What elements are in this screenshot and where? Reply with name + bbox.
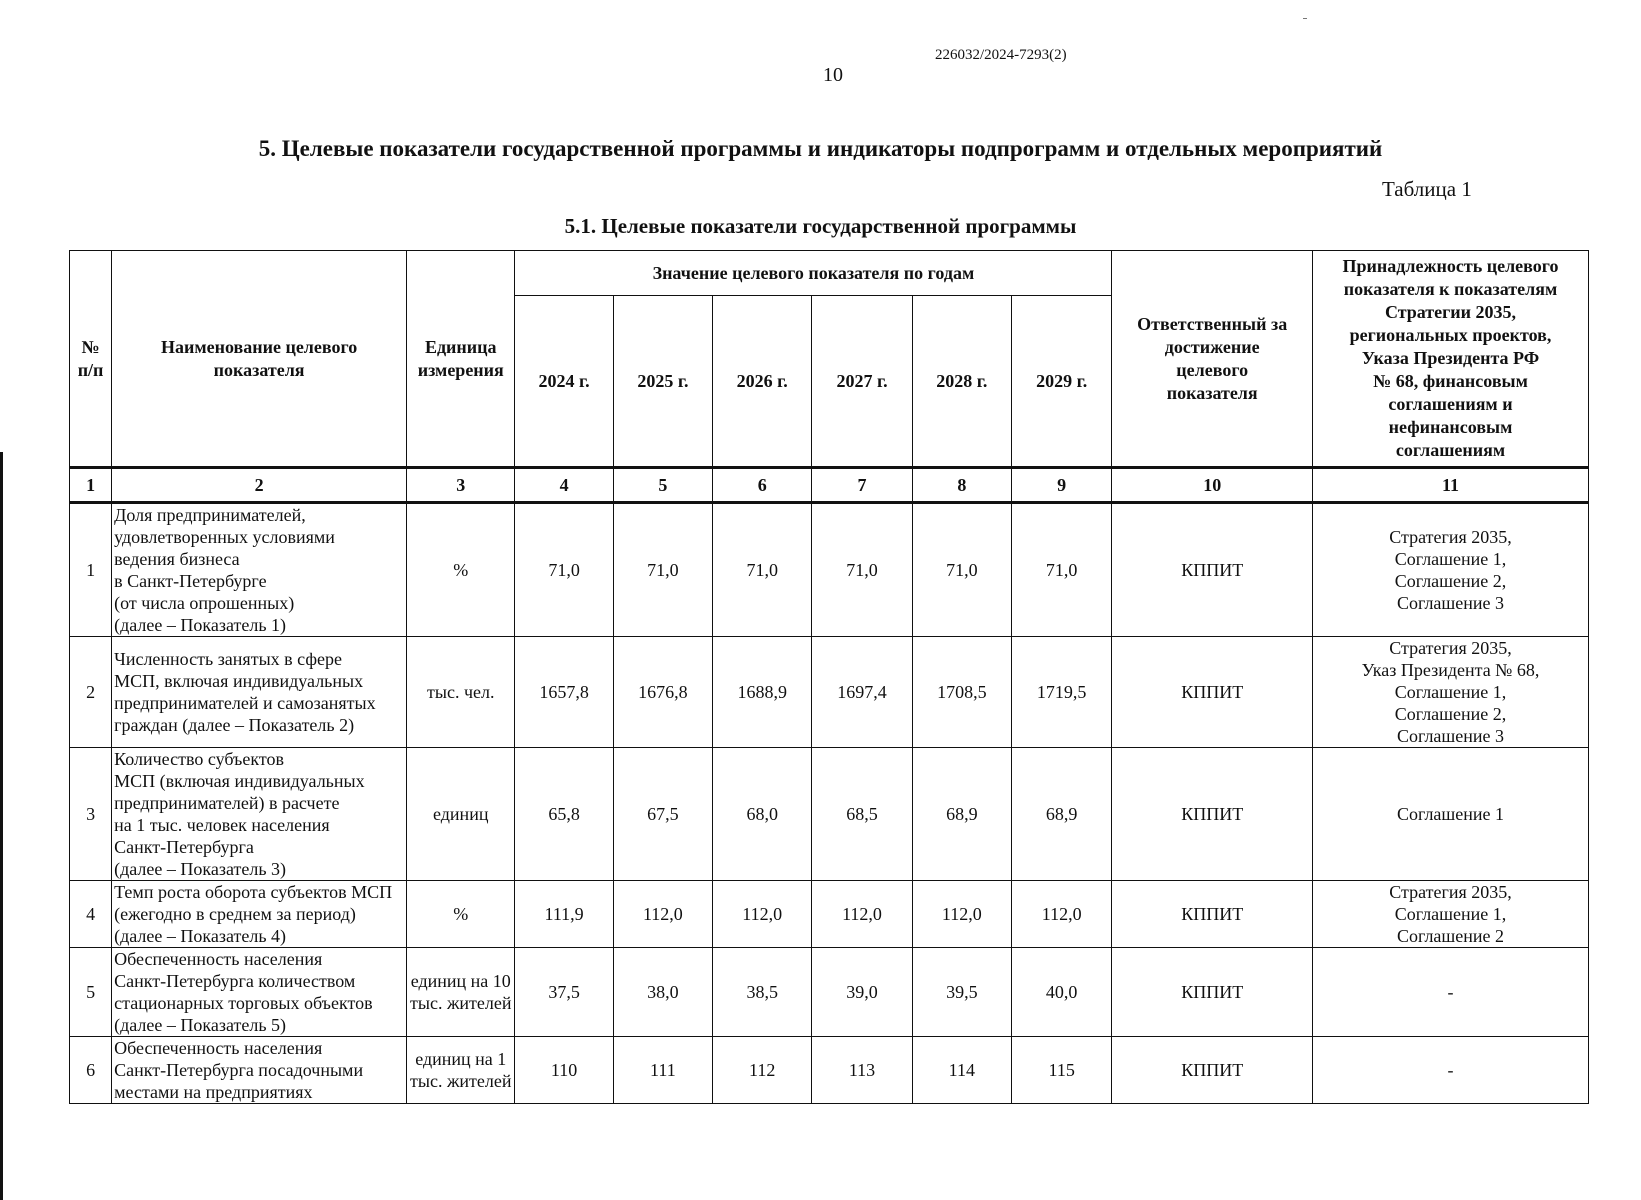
table-title: 5.1. Целевые показатели государственной программы (564, 214, 1077, 238)
row-responsible: КППИТ (1112, 1037, 1313, 1104)
row-value: 1657,8 (515, 637, 613, 748)
header-name: Наименование целевого показателя (112, 251, 407, 468)
row-value: 65,8 (515, 748, 613, 881)
row-value: 71,0 (613, 503, 712, 637)
row-num: 6 (70, 1037, 112, 1104)
row-num: 2 (70, 637, 112, 748)
row-name: Количество субъектов МСП (включая индивидуальных предпринимателей) в расчете на 1 тыс. человек населения Санкт-Петербурга (далее – Показатель 3) (112, 748, 407, 881)
row-num: 3 (70, 748, 112, 881)
header-belonging: Принадлежность целевого показателя к показателям Стратегии 2035, региональных проектов, Указа Президента РФ № 68, финансовым соглашениям и нефинансовым соглашениям (1313, 251, 1589, 468)
row-value: 112,0 (613, 881, 712, 948)
row-value: 40,0 (1012, 948, 1112, 1037)
row-value: 37,5 (515, 948, 613, 1037)
table-row (70, 637, 1589, 748)
column-number: 5 (613, 468, 712, 503)
row-responsible: КППИТ (1112, 881, 1313, 948)
row-value: 112,0 (713, 881, 812, 948)
row-value: 112 (713, 1037, 812, 1104)
row-value: 111,9 (515, 881, 613, 948)
row-name: Обеспеченность населения Санкт-Петербурга количеством стационарных торговых объектов (далее – Показатель 5) (112, 948, 407, 1037)
row-value: 71,0 (515, 503, 613, 637)
row-belonging: Стратегия 2035, Указ Президента № 68, Соглашение 1, Соглашение 2, Соглашение 3 (1313, 637, 1589, 748)
row-responsible: КППИТ (1112, 748, 1313, 881)
row-value: 39,5 (912, 948, 1011, 1037)
row-responsible: КППИТ (1112, 948, 1313, 1037)
column-number: 11 (1313, 468, 1589, 503)
row-value: 1697,4 (812, 637, 912, 748)
row-num: 4 (70, 881, 112, 948)
row-belonging: Стратегия 2035, Соглашение 1, Соглашение 2, Соглашение 3 (1313, 503, 1589, 637)
document-id: 226032/2024-7293(2) (935, 47, 1067, 63)
section-title: 5. Целевые показатели государственной программы и индикаторы подпрограмм и отдельных мероприятий (258, 136, 1383, 161)
header-year: 2025 г. (613, 296, 712, 468)
column-number: 4 (515, 468, 613, 503)
column-number: 8 (912, 468, 1011, 503)
row-unit: единиц (407, 748, 515, 881)
row-value: 112,0 (912, 881, 1011, 948)
row-value: 71,0 (912, 503, 1011, 637)
column-number: 2 (112, 468, 407, 503)
row-responsible: КППИТ (1112, 503, 1313, 637)
row-value: 114 (912, 1037, 1011, 1104)
row-unit: % (407, 503, 515, 637)
row-value: 113 (812, 1037, 912, 1104)
row-value: 71,0 (1012, 503, 1112, 637)
column-number: 7 (812, 468, 912, 503)
table-label: Таблица 1 (1382, 177, 1472, 201)
row-value: 71,0 (812, 503, 912, 637)
row-value: 71,0 (713, 503, 812, 637)
table-row (70, 948, 1589, 1037)
indicators-table (69, 250, 1589, 1104)
row-value: 68,0 (713, 748, 812, 881)
table-row (70, 1037, 1589, 1104)
row-responsible: КППИТ (1112, 637, 1313, 748)
row-unit: единиц на 10 тыс. жителей (407, 948, 515, 1037)
row-name: Обеспеченность населения Санкт-Петербурга посадочными местами на предприятиях (112, 1037, 407, 1104)
row-value: 38,5 (713, 948, 812, 1037)
row-value: 112,0 (1012, 881, 1112, 948)
row-belonging: - (1313, 1037, 1589, 1104)
table-row (70, 503, 1589, 637)
row-belonging: Стратегия 2035, Соглашение 1, Соглашение 2 (1313, 881, 1589, 948)
scan-dot (1303, 18, 1307, 19)
header-year: 2027 г. (812, 296, 912, 468)
column-number: 6 (713, 468, 812, 503)
row-value: 1708,5 (912, 637, 1011, 748)
scan-edge-mark (0, 452, 3, 1200)
row-value: 1688,9 (713, 637, 812, 748)
header-responsible: Ответственный за достижение целевого показателя (1112, 251, 1313, 468)
table-row (70, 881, 1589, 948)
row-value: 68,9 (1012, 748, 1112, 881)
row-value: 115 (1012, 1037, 1112, 1104)
row-num: 5 (70, 948, 112, 1037)
row-unit: % (407, 881, 515, 948)
header-year: 2026 г. (713, 296, 812, 468)
row-value: 110 (515, 1037, 613, 1104)
header-year: 2024 г. (515, 296, 613, 468)
header-num: № п/п (70, 251, 112, 468)
row-value: 68,9 (912, 748, 1011, 881)
header-values-group: Значение целевого показателя по годам (515, 251, 1112, 296)
row-value: 1676,8 (613, 637, 712, 748)
column-number: 9 (1012, 468, 1112, 503)
row-value: 112,0 (812, 881, 912, 948)
column-number: 1 (70, 468, 112, 503)
row-name: Численность занятых в сфере МСП, включая индивидуальных предпринимателей и самозанятых граждан (далее – Показатель 2) (112, 637, 407, 748)
column-number: 10 (1112, 468, 1313, 503)
row-belonging: - (1313, 948, 1589, 1037)
row-value: 38,0 (613, 948, 712, 1037)
row-unit: единиц на 1 тыс. жителей (407, 1037, 515, 1104)
table-row (70, 748, 1589, 881)
row-name: Доля предпринимателей, удовлетворенных условиями ведения бизнеса в Санкт-Петербурге (от числа опрошенных) (далее – Показатель 1) (112, 503, 407, 637)
row-belonging: Соглашение 1 (1313, 748, 1589, 881)
header-unit: Единица измерения (407, 251, 515, 468)
row-name: Темп роста оборота субъектов МСП (ежегодно в среднем за период) (далее – Показатель 4) (112, 881, 407, 948)
row-unit: тыс. чел. (407, 637, 515, 748)
row-value: 68,5 (812, 748, 912, 881)
header-year: 2028 г. (912, 296, 1011, 468)
row-value: 111 (613, 1037, 712, 1104)
row-num: 1 (70, 503, 112, 637)
page-number: 10 (823, 64, 843, 86)
row-value: 67,5 (613, 748, 712, 881)
row-value: 39,0 (812, 948, 912, 1037)
row-value: 1719,5 (1012, 637, 1112, 748)
header-year: 2029 г. (1012, 296, 1112, 468)
column-number: 3 (407, 468, 515, 503)
